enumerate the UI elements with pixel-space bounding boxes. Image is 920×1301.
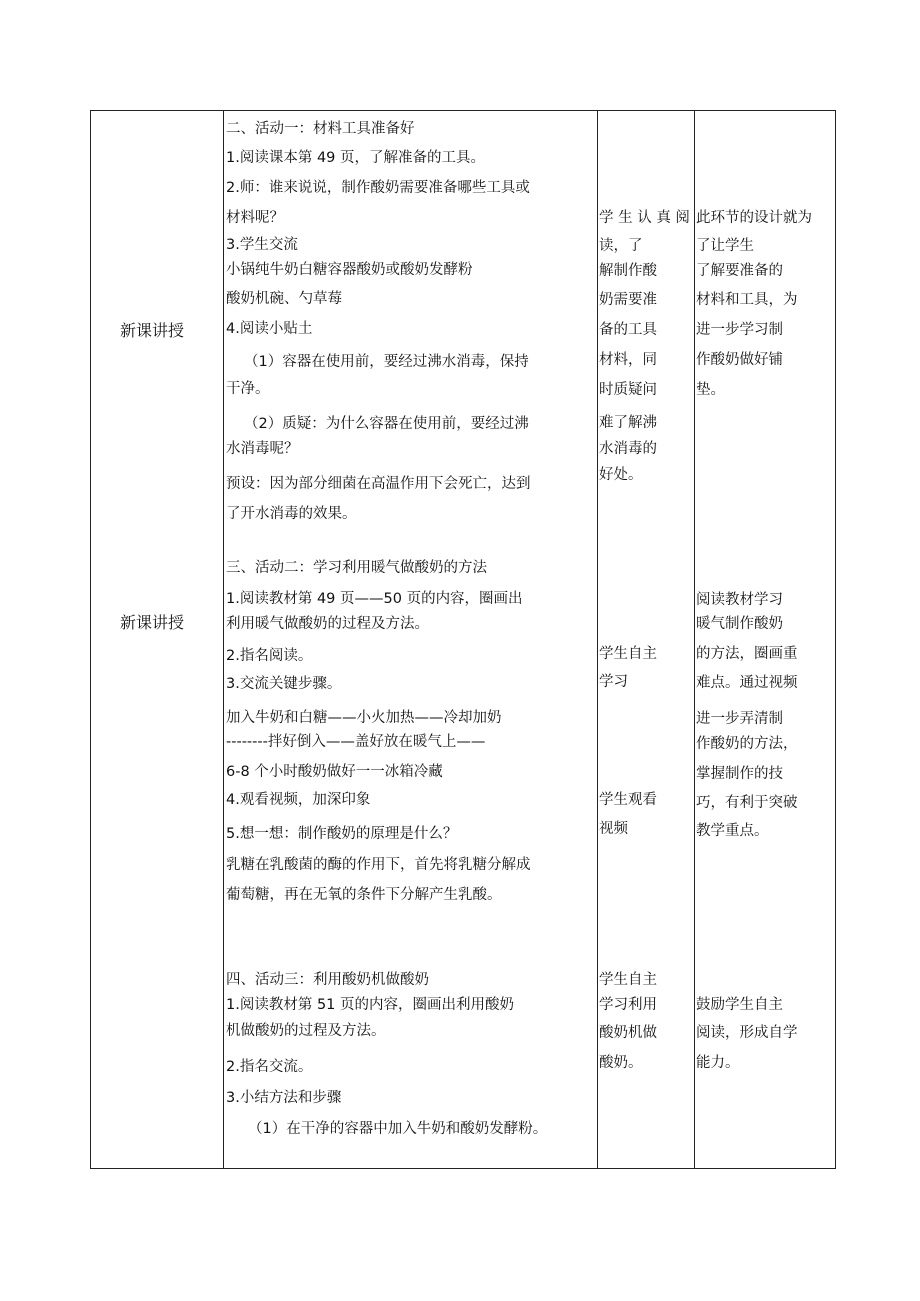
column-divider xyxy=(694,111,695,1168)
student-line: 材料，同 xyxy=(599,352,657,368)
student-line: 解制作酸 xyxy=(599,263,657,279)
student-line: 备的工具 xyxy=(599,322,657,338)
content-line: 4.阅读小贴土 xyxy=(226,321,313,337)
content-line: 2.师：谁来说说，制作酸奶需要准备哪些工具或 xyxy=(226,180,530,196)
intent-line: 的方法，圈画重 xyxy=(696,646,798,662)
intent-line: 进一步弄清制 xyxy=(696,711,783,727)
intent-line: 材料和工具，为 xyxy=(696,292,798,308)
section-label: 新课讲授 xyxy=(120,321,185,340)
student-line: 酸奶。 xyxy=(599,1055,643,1071)
content-line: 3.交流关键步骤。 xyxy=(226,676,342,692)
content-line: 水消毒呢？ xyxy=(226,441,299,457)
content-line: 6-8 个小时酸奶做好一一冰箱冷藏 xyxy=(226,764,443,780)
intent-line: 难点。通过视频 xyxy=(696,675,798,691)
student-line: 奶需要准 xyxy=(599,292,657,308)
student-line: 读，了 xyxy=(599,238,643,254)
student-line: 水消毒的 xyxy=(599,441,657,457)
intent-line: 暖气制作酸奶 xyxy=(696,616,783,632)
content-line: 5.想一想：制作酸奶的原理是什么？ xyxy=(226,826,458,842)
intent-line: 鼓励学生自主 xyxy=(696,997,783,1013)
student-line: 学 生 认 真 阅 xyxy=(599,210,690,226)
content-line: （2）质疑：为什么容器在使用前，要经过沸 xyxy=(244,416,529,432)
content-line: 3.小结方法和步骤 xyxy=(226,1090,342,1106)
student-line: 学习 xyxy=(599,674,628,690)
student-line: 难了解沸 xyxy=(599,415,657,431)
content-line: 3.学生交流 xyxy=(226,237,298,253)
content-line: 1.阅读课本第 49 页，了解准备的工具。 xyxy=(226,150,486,166)
student-line: 酸奶机做 xyxy=(599,1025,657,1041)
intent-line: 了解要准备的 xyxy=(696,263,783,279)
content-line: 了开水消毒的效果。 xyxy=(226,506,357,522)
content-line: 酸奶机碗、勺草莓 xyxy=(226,291,342,307)
content-line: （1）在干净的容器中加入牛奶和酸奶发酵粉。 xyxy=(248,1121,548,1137)
intent-line: 阅读教材学习 xyxy=(696,592,783,608)
intent-line: 进一步学习制 xyxy=(696,322,783,338)
content-line: 干净。 xyxy=(226,381,270,397)
content-line: 小锅纯牛奶白糖容器酸奶或酸奶发酵粉 xyxy=(226,262,473,278)
content-line: 1.阅读教材第 49 页——50 页的内容，圈画出 xyxy=(226,591,523,607)
activity2-title: 三、活动二：学习利用暖气做酸奶的方法 xyxy=(226,560,487,576)
content-line: 葡萄糖，再在无氧的条件下分解产生乳酸。 xyxy=(226,887,502,903)
intent-line: 能力。 xyxy=(696,1055,740,1071)
student-line: 学生观看 xyxy=(599,792,657,808)
student-line: 学生自主 xyxy=(599,972,657,988)
student-line: 视频 xyxy=(599,821,628,837)
content-line: 预设：因为部分细菌在高温作用下会死亡，达到 xyxy=(226,476,531,492)
content-line: 2.指名交流。 xyxy=(226,1059,313,1075)
content-line: 机做酸奶的过程及方法。 xyxy=(226,1023,386,1039)
student-line: 好处。 xyxy=(599,467,643,483)
intent-line: 垫。 xyxy=(696,382,725,398)
student-line: 学生自主 xyxy=(599,646,657,662)
intent-line: 此环节的设计就为 xyxy=(696,210,812,226)
intent-line: 阅读，形成自学 xyxy=(696,1025,798,1041)
content-line: 加入牛奶和白糖——小火加热——冷却加奶 xyxy=(226,710,502,726)
column-divider xyxy=(223,111,224,1168)
student-line: 学习利用 xyxy=(599,997,657,1013)
content-line: 材料呢？ xyxy=(226,210,284,226)
student-line: 时质疑问 xyxy=(599,382,657,398)
intent-line: 教学重点。 xyxy=(696,823,769,839)
intent-line: 作酸奶的方法， xyxy=(696,736,798,752)
intent-line: 作酸奶做好铺 xyxy=(696,352,783,368)
activity3-title: 四、活动三：利用酸奶机做酸奶 xyxy=(226,972,429,988)
intent-line: 掌握制作的技 xyxy=(696,766,783,782)
activity1-title: 二、活动一：材料工具准备好 xyxy=(226,121,415,137)
content-line: （1）容器在使用前，要经过沸水消毒，保持 xyxy=(244,354,529,370)
intent-line: 巧，有利于突破 xyxy=(696,795,798,811)
section-label: 新课讲授 xyxy=(120,613,185,632)
intent-line: 了让学生 xyxy=(696,238,754,254)
column-divider xyxy=(597,111,598,1168)
content-line: 1.阅读教材第 51 页的内容，圈画出利用酸奶 xyxy=(226,997,515,1013)
content-line: 2.指名阅读。 xyxy=(226,648,313,664)
content-line: 乳糖在乳酸菌的酶的作用下，首先将乳糖分解成 xyxy=(226,857,531,873)
content-line: --------拌好倒入——盖好放在暖气上—— xyxy=(226,734,486,750)
content-line: 利用暖气做酸奶的过程及方法。 xyxy=(226,616,429,632)
content-line: 4.观看视频，加深印象 xyxy=(226,792,371,808)
